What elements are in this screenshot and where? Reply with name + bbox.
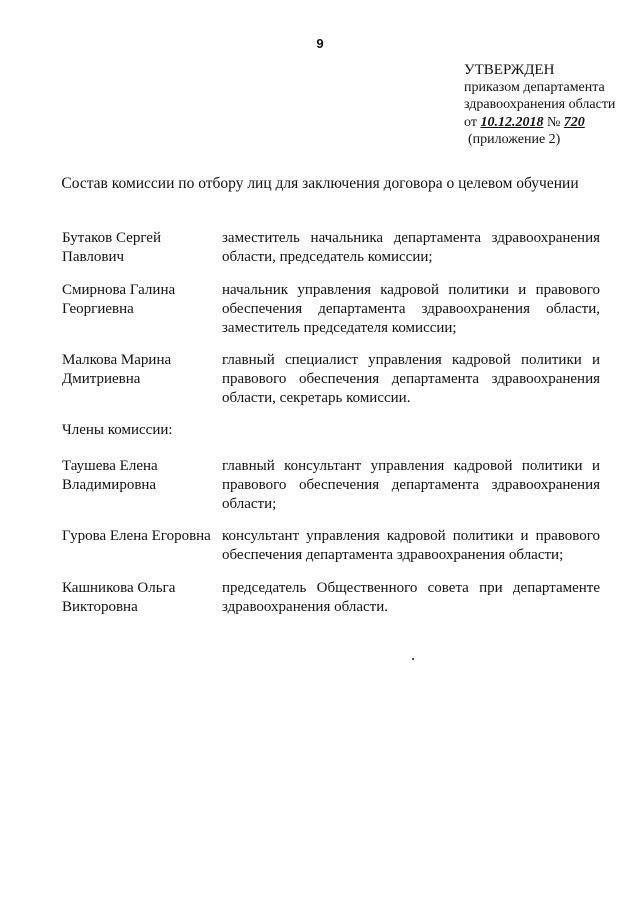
member-role: главный консультант управления кадровой политики и правового обеспечения департамента здравоохранения области; — [222, 458, 600, 512]
page-number: 9 — [316, 36, 324, 51]
approval-heading: УТВЕРЖДЕН — [464, 62, 555, 78]
member-role: председатель Общественного совета при департаменте здравоохранения области. — [222, 580, 600, 615]
order-number: 720 — [563, 115, 585, 130]
number-prefix: № — [546, 115, 561, 130]
order-date: 10.12.2018 — [480, 115, 544, 130]
member-role: главный специалист управления кадровой политики и правового обеспечения департамента здравоохранения области, секретарь комиссии. — [222, 352, 600, 406]
approval-appendix: (приложение 2) — [468, 132, 561, 147]
member-role: начальник управления кадровой политики и правового обеспечения департамента здравоохранения области, заместитель председателя комиссии; — [222, 282, 600, 336]
member-name: Малкова Марина Дмитриевна — [62, 352, 172, 387]
document-title: Состав комиссии по отбору лиц для заключения договора о целевом обучении — [61, 175, 579, 192]
member-name: Гурова Елена Егоровна — [62, 528, 211, 544]
approval-stamp — [464, 62, 615, 148]
approval-line-2: здравоохранения области — [464, 97, 616, 112]
approval-order-line — [464, 114, 615, 131]
member-role: заместитель начальника департамента здравоохранения области, председатель комиссии; — [222, 230, 600, 265]
approval-line-1: приказом департамента — [464, 80, 605, 95]
members-heading: Члены комиссии: — [62, 422, 173, 438]
member-name: Бутаков Сергей Павлович — [62, 230, 161, 265]
date-prefix: от — [464, 115, 477, 130]
member-name: Кашникова Ольга Викторовна — [62, 580, 176, 615]
member-name: Таушева Елена Владимировна — [62, 458, 158, 493]
member-role: консультант управления кадровой политики и правового обеспечения департамента здравоохранения области; — [222, 528, 600, 563]
member-name: Смирнова Галина Георгиевна — [62, 282, 176, 317]
scan-speck — [412, 658, 414, 660]
